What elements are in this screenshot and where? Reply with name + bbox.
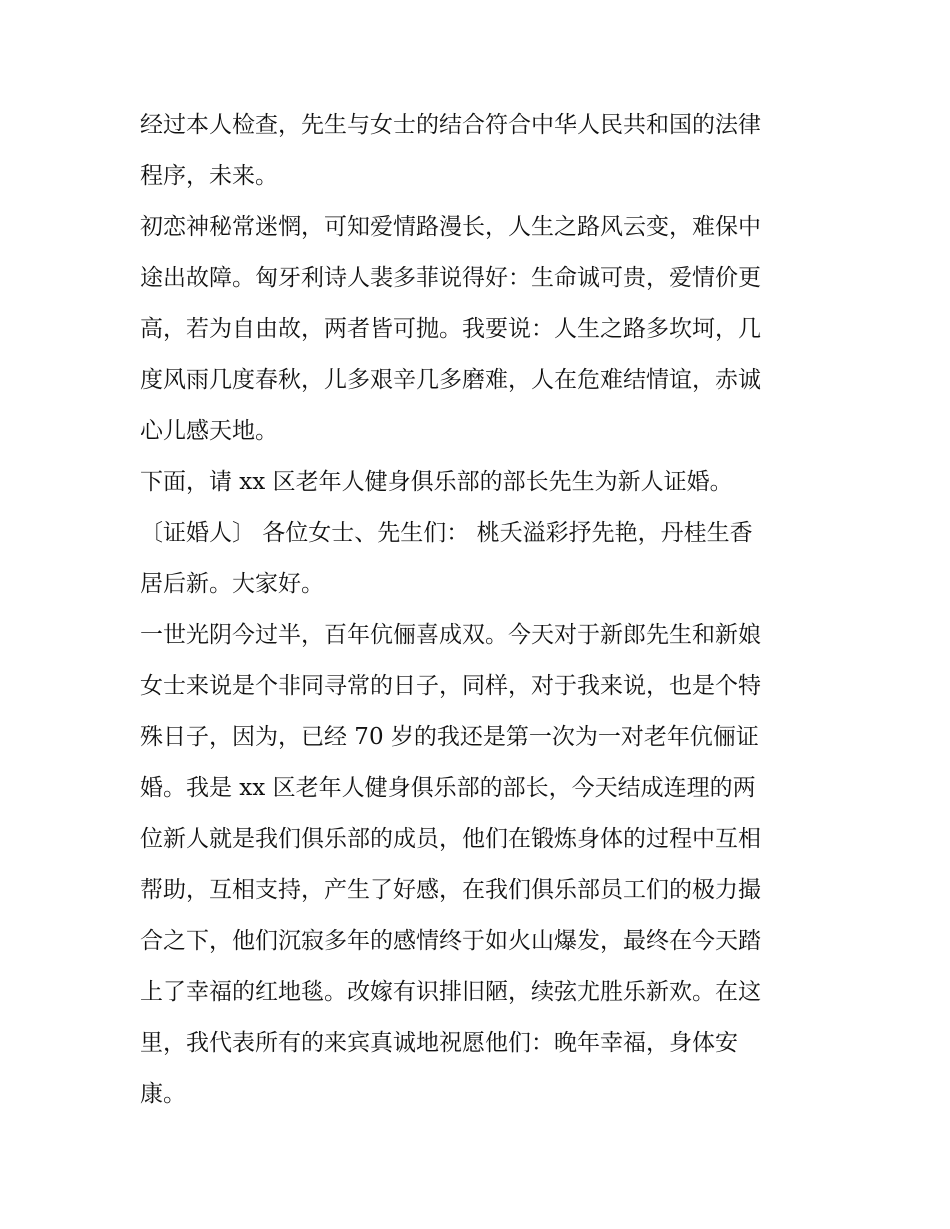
text-line: 殊日子，因为，已经 70 岁的我还是第一次为一对老年伉俪证 <box>140 724 759 750</box>
text-line: 心儿感天地。 <box>140 418 278 444</box>
text-line: 康。 <box>140 1081 186 1107</box>
text-line: 初恋神秘常迷惘，可知爱情路漫长，人生之路风云变，难保中 <box>140 214 761 240</box>
text-line: 程序，未来。 <box>140 163 278 189</box>
text-line: 位新人就是我们俱乐部的成员，他们在锻炼身体的过程中互相 <box>140 826 761 852</box>
text-line: 居后新。大家好。 <box>140 571 324 597</box>
text-line: 经过本人检查，先生与女士的结合符合中华人民共和国的法律 <box>140 112 761 138</box>
text-line: 一世光阴今过半，百年伉俪喜成双。今天对于新郎先生和新娘 <box>140 622 761 648</box>
text-line: 女士来说是个非同寻常的日子，同样，对于我来说，也是个特 <box>140 673 761 699</box>
text-line: 度风雨几度春秋，儿多艰辛几多磨难，人在危难结情谊，赤诚 <box>140 367 761 393</box>
text-line: 高，若为自由故，两者皆可抛。我要说：人生之路多坎坷，几 <box>140 316 761 342</box>
text-line: 〔证婚人〕 各位女士、先生们： 桃夭溢彩抒先艳，丹桂生香 <box>140 520 753 546</box>
text-line: 合之下，他们沉寂多年的感情终于如火山爆发，最终在今天踏 <box>140 928 761 954</box>
document-body <box>140 100 820 1120</box>
text-line: 上了幸福的红地毯。改嫁有识排旧陋，续弦尤胜乐新欢。在这 <box>140 979 761 1005</box>
text-line: 里，我代表所有的来宾真诚地祝愿他们：晚年幸福，身体安 <box>140 1030 738 1056</box>
text-line: 途出故障。匈牙利诗人裴多菲说得好：生命诚可贵，爱情价更 <box>140 265 761 291</box>
text-line: 帮助，互相支持，产生了好感，在我们俱乐部员工们的极力撮 <box>140 877 761 903</box>
text-line: 婚。我是 xx 区老年人健身俱乐部的部长，今天结成连理的两 <box>140 775 756 801</box>
text-line: 下面，请 xx 区老年人健身俱乐部的部长先生为新人证婚。 <box>140 469 733 495</box>
